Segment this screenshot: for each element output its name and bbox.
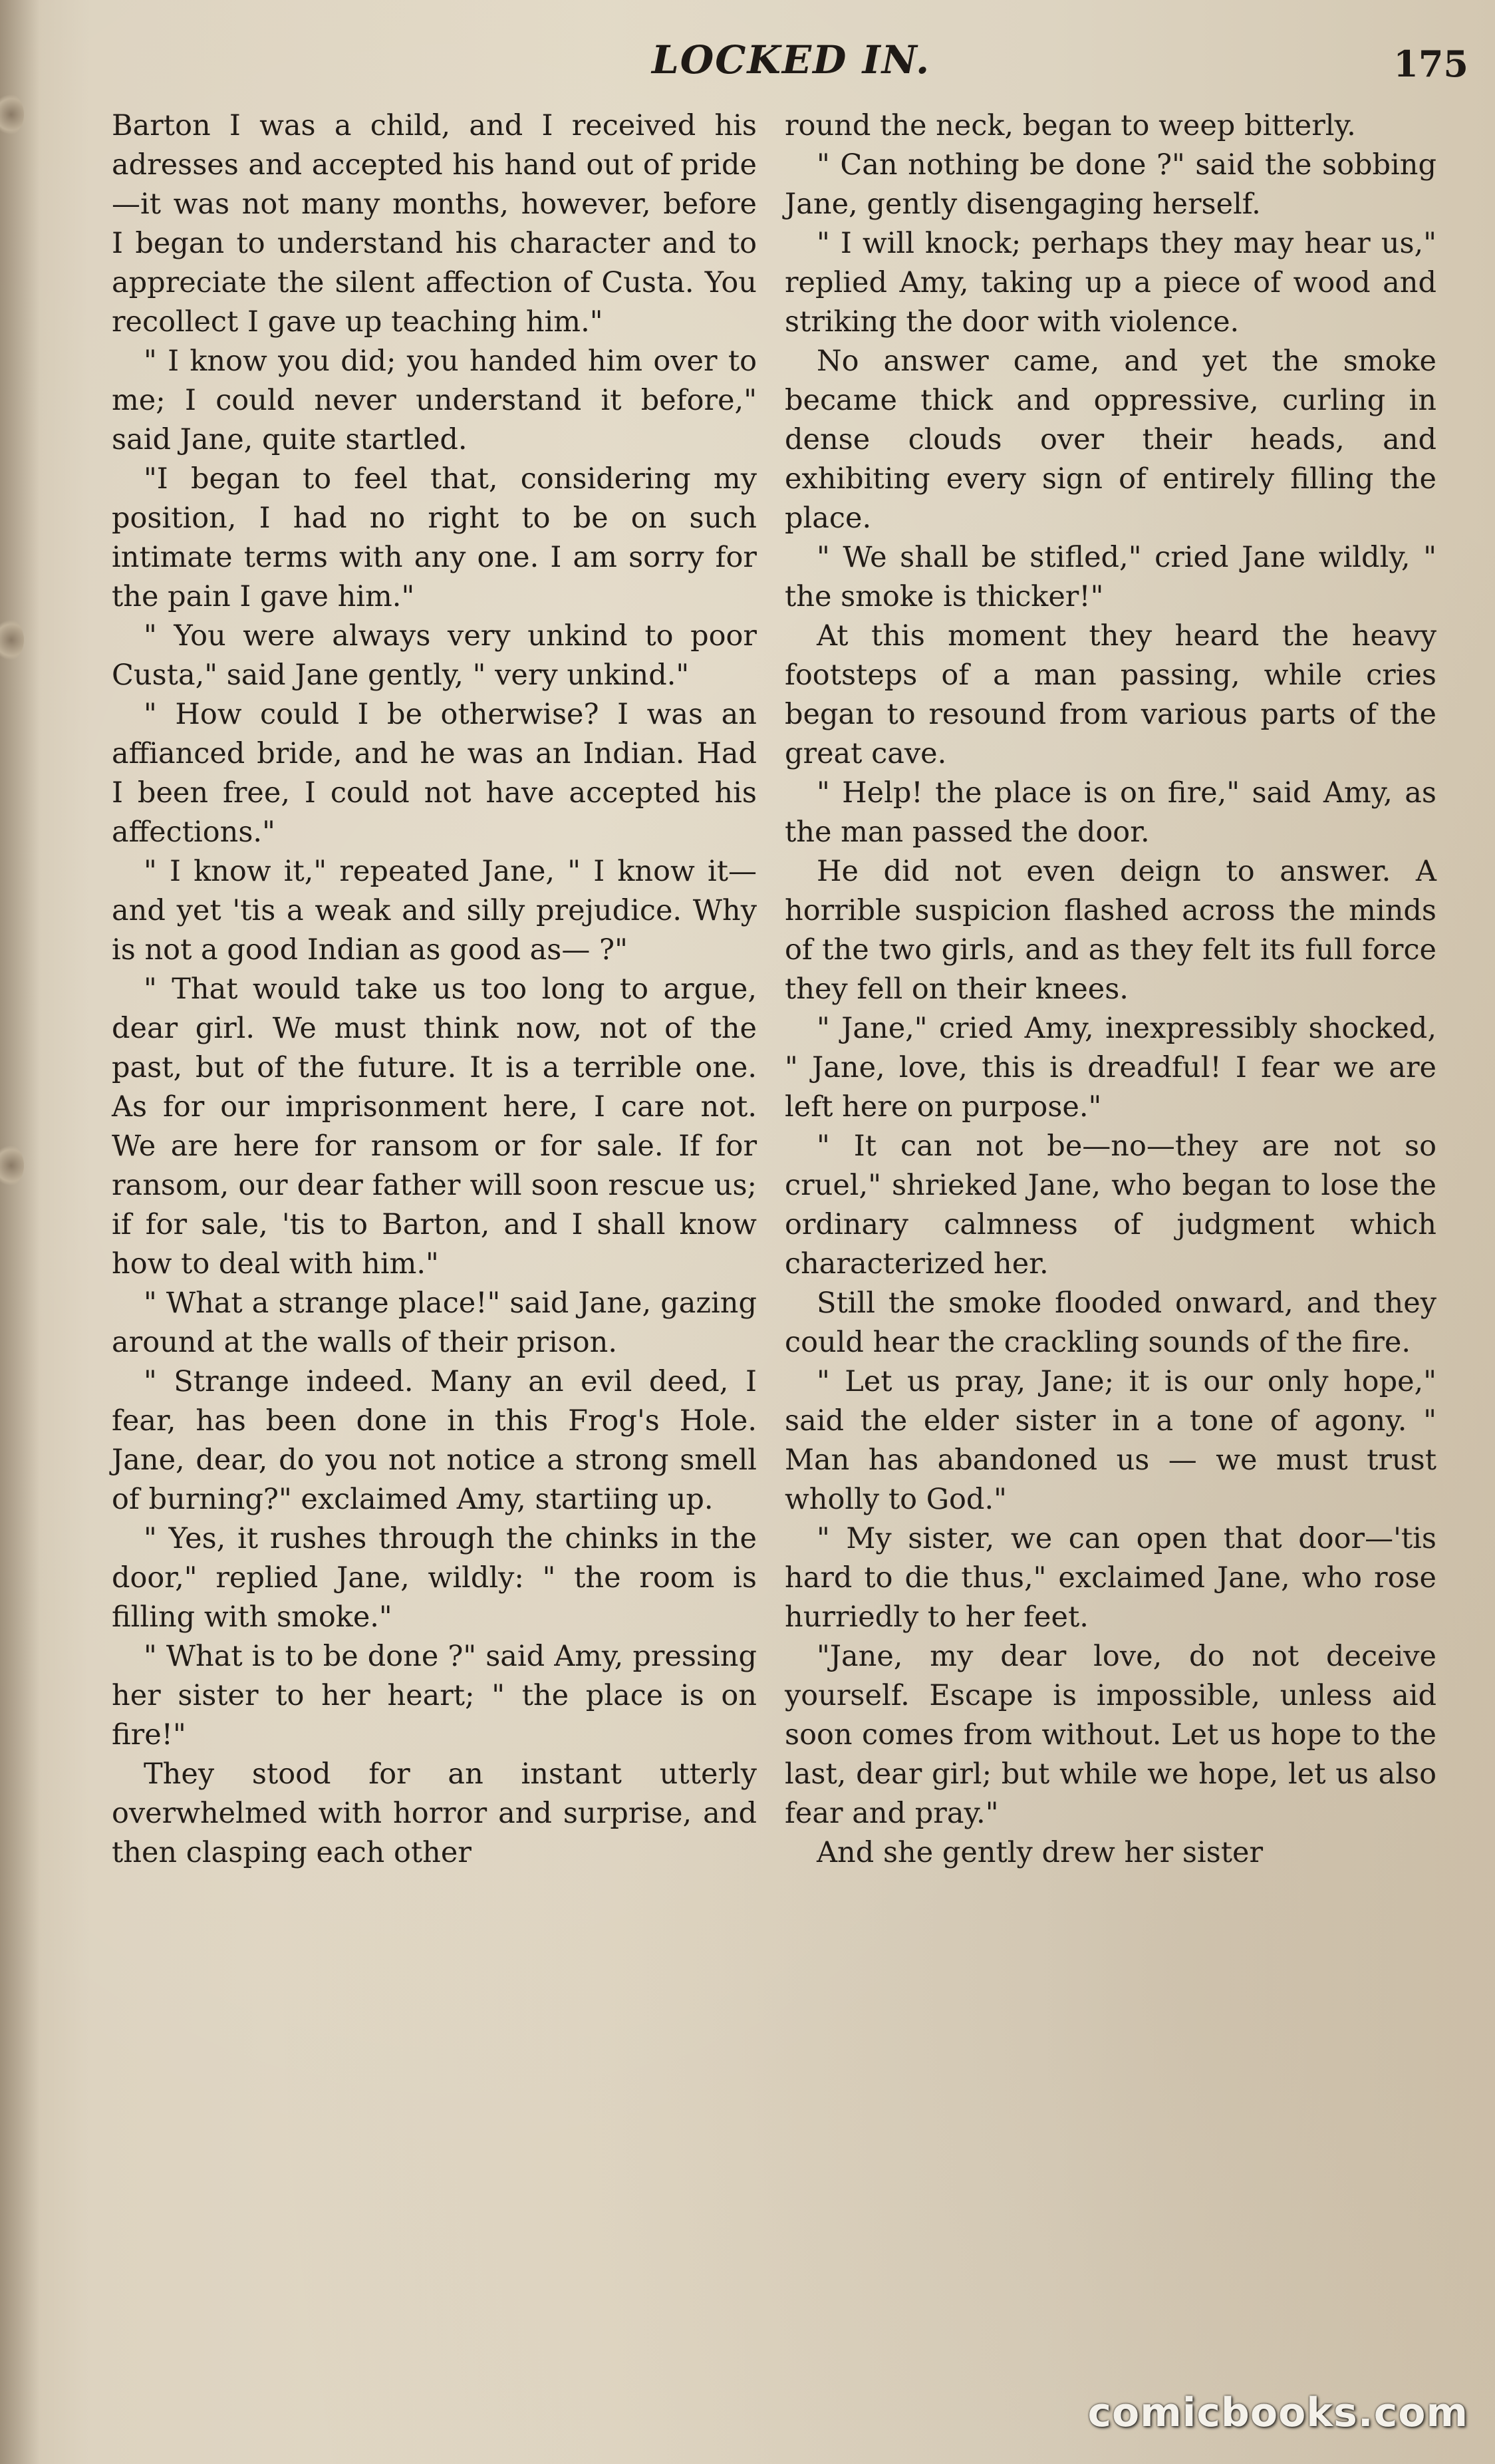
paragraph: " Help! the place is on fire," said Amy, as the man passed the door. xyxy=(785,776,1436,849)
page-header xyxy=(0,32,1495,85)
paragraph: " That would take us too long to argue, dear girl. We must think now, not of the past, but of the future. It is a terrible one. As for our imprisonment here, I care not. We are here for ransom or for sale. If for ransom, our dear father will soon rescue us; if for sale, 'tis to Barton, and I shall know how to deal with him." xyxy=(112,973,757,1281)
paragraph: " Strange indeed. Many an evil deed, I fear, has been done in this Frog's Hole. Jane, dear, do you not notice a strong smell of burning?" exclaimed Amy, startiing up. xyxy=(112,1365,757,1516)
running-title: LOCKED IN. xyxy=(652,37,931,82)
paragraph: Still the smoke flooded onward, and they could hear the crackling sounds of the fire. xyxy=(785,1287,1436,1359)
paragraph: No answer came, and yet the smoke became thick and oppressive, curling in dense clouds over their heads, and exhibiting every sign of entirely filling the place. xyxy=(785,345,1436,535)
paragraph: " Can nothing be done ?" said the sobbing Jane, gently disengaging herself. xyxy=(785,148,1436,221)
page-number: 175 xyxy=(1393,43,1468,85)
paragraph: " You were always very unkind to poor Custa," said Jane gently, " very unkind." xyxy=(112,619,757,692)
site-watermark: comicbooks.com xyxy=(1087,2389,1468,2436)
paragraph: At this moment they heard the heavy footsteps of a man passing, while cries began to resound from various parts of the great cave. xyxy=(785,619,1436,770)
paragraph: " Yes, it rushes through the chinks in the door," replied Jane, wildly: " the room is filling with smoke." xyxy=(112,1522,757,1634)
paragraph: " What a strange place!" said Jane, gazing around at the walls of their prison. xyxy=(112,1287,757,1359)
paragraph: "I began to feel that, considering my position, I had no right to be on such intimate terms with any one. I am sorry for the pain I gave him." xyxy=(112,462,757,613)
paragraph: " I will knock; perhaps they may hear us," replied Amy, taking up a piece of wood and striking the door with violence. xyxy=(785,227,1436,339)
paragraph: "Jane, my dear love, do not deceive yourself. Escape is impossible, unless aid soon comes from without. Let us hope to the last, dear girl; but while we hope, let us also fear and pray." xyxy=(785,1640,1436,1830)
paragraph: round the neck, began to weep bitterly. xyxy=(785,109,1356,142)
page-edge-shadow xyxy=(0,0,40,2464)
paragraph: " What is to be done ?" said Amy, pressing her sister to her heart; " the place is on fire!" xyxy=(112,1640,757,1752)
paragraph: " How could I be otherwise? I was an affianced bride, and he was an Indian. Had I been free, I could not have accepted his affections." xyxy=(112,698,757,849)
paragraph: He did not even deign to answer. A horrible suspicion flashed across the minds of the two girls, and as they felt its full force they fell on their knees. xyxy=(785,855,1436,1006)
paragraph: They stood for an instant utterly overwhelmed with horror and surprise, and then clasping each other xyxy=(112,1758,757,1869)
paragraph: " We shall be stifled," cried Jane wildly, " the smoke is thicker!" xyxy=(785,541,1436,613)
paragraph: " My sister, we can open that door—'tis hard to die thus," exclaimed Jane, who rose hurriedly to her feet. xyxy=(785,1522,1436,1634)
paragraph: " I know it," repeated Jane, " I know it—and yet 'tis a weak and silly prejudice. Why is not a good Indian as good as— ?" xyxy=(112,855,757,967)
paragraph: " It can not be—no—they are not so cruel," shrieked Jane, who began to lose the ordinary calmness of judgment which characterized her. xyxy=(785,1130,1436,1281)
left-column xyxy=(112,106,757,1873)
paragraph: " Let us pray, Jane; it is our only hope," said the elder sister in a tone of agony. " Man has abandoned us — we must trust wholly to God." xyxy=(785,1365,1436,1516)
paragraph: " Jane," cried Amy, inexpressibly shocked, " Jane, love, this is dreadful! I fear we are left here on purpose." xyxy=(785,1012,1436,1124)
paragraph: And she gently drew her sister xyxy=(817,1836,1264,1869)
paragraph: " I know you did; you handed him over to me; I could never understand it before," said Jane, quite startled. xyxy=(112,345,757,456)
paragraph: Barton I was a child, and I received his adresses and accepted his hand out of pride—it was not many months, however, before I began to understand his character and to appreciate the silent affection of Custa. You recollect I gave up teaching him." xyxy=(112,109,757,339)
right-column xyxy=(785,106,1436,1873)
